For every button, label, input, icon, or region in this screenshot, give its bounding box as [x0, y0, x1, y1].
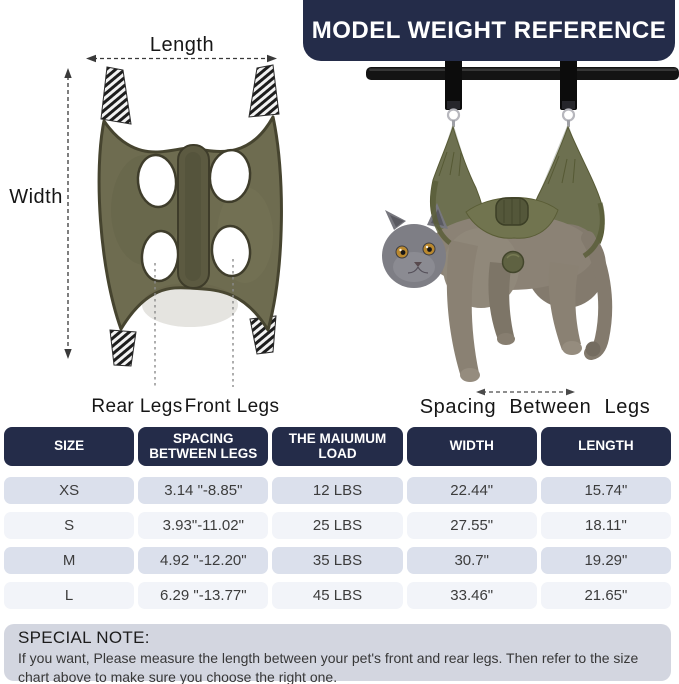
model-weight-reference-banner: [303, 0, 675, 61]
table-cell: 3.14 "-8.85": [138, 477, 268, 504]
special-note-body: If you want, Please measure the length between your pet's front and rear legs. Then refer to the size chart above to make sure you choose the right one.: [18, 650, 639, 684]
table-cell: 21.65": [541, 582, 671, 609]
front-legs-label: Front Legs: [184, 396, 280, 417]
width-label: Width: [9, 186, 63, 208]
table-cell: 33.46": [407, 582, 537, 609]
table-cell: 6.29 "-13.77": [138, 582, 268, 609]
table-cell: XS: [4, 477, 134, 504]
table-row-m: [4, 547, 671, 574]
spacing-between-legs-label: Spacing Between Legs: [419, 396, 651, 418]
table-cell: 12 LBS: [272, 477, 402, 504]
table-cell: S: [4, 512, 134, 539]
special-note-heading: SPECIAL NOTE:: [18, 628, 150, 647]
table-cell: 45 LBS: [272, 582, 402, 609]
table-row-s: [4, 512, 671, 539]
rear-legs-label: Rear Legs: [91, 396, 183, 417]
table-cell: 22.44": [407, 477, 537, 504]
column-header-size: SIZE: [4, 427, 134, 466]
table-cell: 18.11": [541, 512, 671, 539]
carabiner-rings: [448, 110, 574, 128]
length-label: Length: [149, 34, 215, 56]
hanger-straps: [445, 59, 577, 110]
cat-head: [382, 203, 448, 288]
table-cell: 15.74": [541, 477, 671, 504]
hammock-dimension-diagram: [9, 34, 281, 417]
central-strap: [178, 145, 209, 288]
size-chart-table: [4, 427, 671, 617]
table-cell: 30.7": [407, 547, 537, 574]
table-header-row: [4, 427, 671, 466]
table-cell: 4.92 "-12.20": [138, 547, 268, 574]
special-note: [4, 624, 671, 684]
table-cell: 19.29": [541, 547, 671, 574]
cat-front-leg-2: [488, 262, 514, 340]
cat-front-leg: [447, 240, 479, 377]
table-row-l: [4, 582, 671, 609]
hanging-rod: [366, 67, 679, 80]
table-cell: 35 LBS: [272, 547, 402, 574]
width-arrow: [64, 68, 71, 359]
table-cell: 3.93"-11.02": [138, 512, 268, 539]
table-cell: L: [4, 582, 134, 609]
table-cell: M: [4, 547, 134, 574]
table-cell: 27.55": [407, 512, 537, 539]
column-header-load: THE MAIUMUM LOAD: [272, 427, 402, 466]
column-header-width: WIDTH: [407, 427, 537, 466]
column-header-length: LENGTH: [541, 427, 671, 466]
cat-in-hammock-photo: [366, 59, 679, 418]
column-header-spacing: SPACING BETWEEN LEGS: [138, 427, 268, 466]
table-cell: 25 LBS: [272, 512, 402, 539]
table-row-xs: [4, 477, 671, 504]
banner-title: MODEL WEIGHT REFERENCE: [311, 16, 667, 44]
hammock-flat-illustration: [99, 117, 281, 330]
spacing-arrow: [476, 389, 575, 396]
